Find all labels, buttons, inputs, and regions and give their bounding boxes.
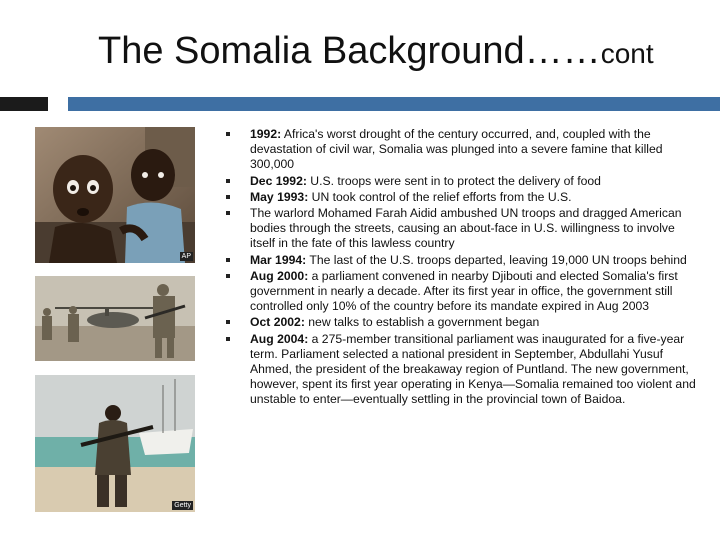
title-divider-blue — [68, 97, 720, 111]
bullet-text: U.S. troops were sent in to protect the delivery of food — [306, 173, 601, 188]
bullet-square-icon — [226, 211, 230, 215]
bullet-date: Mar 1994: — [250, 252, 307, 267]
bullet-date: Aug 2004: — [250, 331, 309, 346]
bullet-date: Oct 2002: — [250, 315, 305, 330]
bullet-square-icon — [226, 337, 230, 341]
slide-title — [98, 28, 698, 77]
bullet-item — [226, 190, 696, 205]
soldiers-helicopter-photo — [35, 276, 195, 361]
bullet-date: May 1993: — [250, 189, 309, 204]
bullet-item — [226, 206, 696, 252]
photo-credit: AP — [181, 253, 191, 260]
bullet-text: Africa's worst drought of the century occurred, and, coupled with the devastation of civil war, Somalia was plunged into a severe famine that killed 300,000 — [250, 127, 663, 172]
bullet-item — [226, 174, 696, 189]
bullet-text: new talks to establish a government began — [304, 315, 540, 330]
bullet-square-icon — [226, 132, 230, 136]
bullet-item — [226, 332, 696, 408]
bullet-item — [226, 127, 696, 173]
bullet-text: UN took control of the relief efforts from the U.S. — [308, 189, 572, 204]
bullet-item — [226, 269, 696, 315]
bullet-date: Dec 1992: — [250, 173, 307, 188]
famine-children-photo — [35, 127, 195, 263]
bullet-square-icon — [226, 320, 230, 324]
timeline-bullet-list — [226, 127, 696, 409]
bullet-text: The warlord Mohamed Farah Aidid ambushed UN troops and dragged American bodies through the streets, causing an about-face in U.S. willingness to involve itself in the fate of this lawless country — [250, 206, 682, 251]
slide-title-suffix: cont — [600, 38, 654, 69]
bullet-square-icon — [226, 258, 230, 262]
bullet-date: 1992: — [250, 127, 282, 141]
bullet-text: a 275-member transitional parliament was inaugurated for a five-year term. Parliament selected a national president in September, Abdullahi Yusuf Ahmed, the president of the breakaway region of Puntland. The new government, however, spent its first year operating in Kenya—Somalia remained too violent and unstable to enter—eventually settling in the provincial town of Baidoa. — [250, 331, 696, 407]
bullet-square-icon — [226, 195, 230, 199]
bullet-text: a parliament convened in nearby Djibouti and elected Somalia's first government in nearly a decade. After its first year in office, the government still controlled only 10% of the country before its mandate expired in Aug 2003 — [250, 268, 678, 314]
slide-title-main: The Somalia Background…… — [98, 30, 601, 72]
bullet-square-icon — [226, 179, 230, 183]
bullet-item — [226, 315, 696, 330]
bullet-date: Aug 2000: — [250, 268, 309, 283]
bullet-item — [226, 253, 696, 268]
bullet-text: The last of the U.S. troops departed, leaving 19,000 UN troops behind — [306, 252, 687, 267]
beach-gunman-photo — [35, 375, 195, 512]
bullet-square-icon — [226, 274, 230, 278]
photo-credit: Getty — [174, 502, 191, 509]
title-divider-dark — [0, 97, 48, 111]
